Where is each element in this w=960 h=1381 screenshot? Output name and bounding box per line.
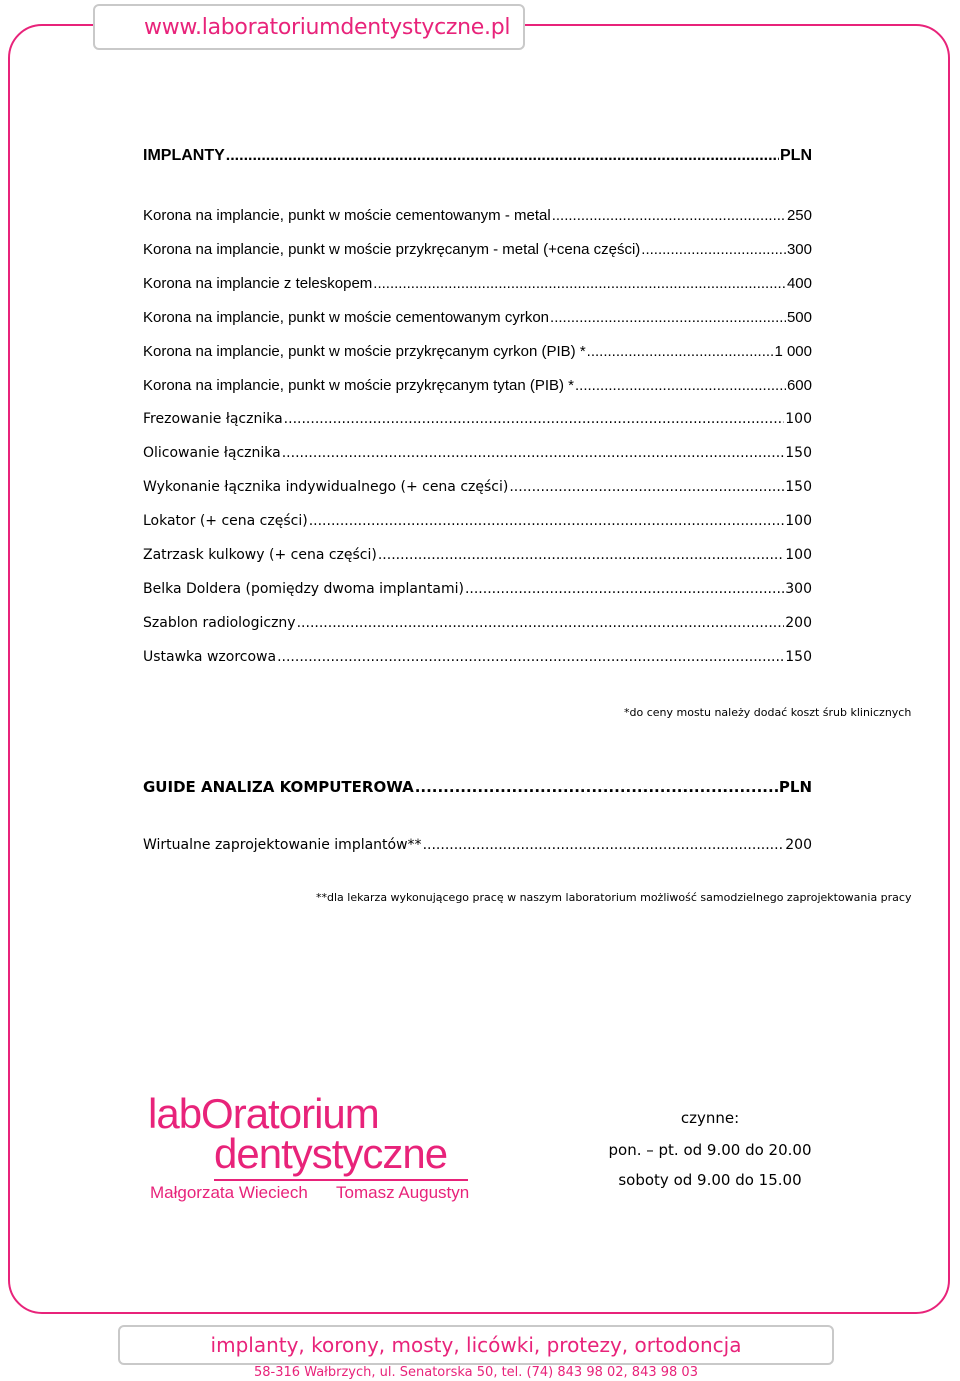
item-price: 200 [785, 615, 812, 631]
guide-footnote: **dla lekarza wykonującego pracę w naszym laboratorium możliwość samodzielnego zaprojektowania pracy [316, 891, 912, 904]
leader-dots [465, 581, 784, 597]
item-label: Korona na implancie, punkt w moście cementowanym - metal [143, 207, 551, 224]
leader-dots [373, 275, 786, 292]
item-price: 250 [786, 207, 812, 224]
item-label: Belka Doldera (pomiędzy dwoma implantami) [143, 581, 464, 597]
price-row [143, 615, 812, 631]
price-row [143, 581, 812, 597]
guide-heading [143, 778, 812, 796]
leader-dots [575, 377, 786, 394]
item-label: Szablon radiologiczny [143, 615, 296, 631]
item-label: Olicowanie łącznika [143, 445, 281, 461]
item-label: Wirtualne zaprojektowanie implantów** [143, 837, 422, 853]
price-row [143, 275, 812, 292]
item-price: 150 [785, 649, 812, 665]
implants-currency: PLN [780, 147, 812, 164]
price-row [143, 207, 812, 224]
price-row [143, 837, 812, 853]
hours-weekdays: pon. – pt. od 9.00 do 20.00 [608, 1141, 812, 1159]
item-label: Korona na implancie, punkt w moście przykręcanym - metal (+cena części) [143, 241, 641, 258]
item-label: Korona na implancie, punkt w moście cementowanym cyrkon [143, 309, 550, 326]
implants-footnote: *do ceny mostu należy dodać koszt śrub klinicznych [624, 706, 912, 719]
price-row [143, 377, 812, 394]
leader-dots [415, 778, 778, 796]
logo-owner-2: Tomasz Augustyn [336, 1183, 470, 1202]
item-price: 600 [786, 377, 812, 394]
leader-dots [509, 479, 784, 495]
implants-heading [143, 147, 812, 165]
item-label: Ustawka wzorcowa [143, 649, 277, 665]
item-label: Korona na implancie, punkt w moście przykręcanym tytan (PIB) * [143, 377, 575, 394]
item-price: 500 [786, 309, 812, 326]
footer-services: implanty, korony, mosty, licówki, protezy, ortodoncja [210, 1333, 742, 1357]
logo-owner-1: Małgorzata Wieciech [150, 1183, 308, 1202]
leader-dots [587, 343, 774, 360]
price-row [143, 241, 812, 258]
leader-dots [282, 445, 785, 461]
item-price: 1 000 [774, 343, 812, 360]
leader-dots [423, 837, 785, 853]
item-price: 400 [786, 275, 812, 292]
guide-title: GUIDE ANALIZA KOMPUTEROWA [143, 778, 414, 796]
item-price: 100 [785, 513, 812, 529]
leader-dots [297, 615, 785, 631]
item-label: Lokator (+ cena części) [143, 513, 308, 529]
leader-dots [550, 309, 786, 326]
price-row [143, 513, 812, 529]
item-price: 100 [785, 547, 812, 563]
item-label: Zatrzask kulkowy (+ cena części) [143, 547, 377, 563]
price-row [143, 547, 812, 563]
item-label: Korona na implancie, punkt w moście przykręcanym cyrkon (PIB) * [143, 343, 586, 360]
leader-dots [552, 207, 786, 224]
item-price: 150 [785, 479, 812, 495]
leader-dots [226, 147, 779, 165]
company-logo [148, 1090, 478, 1205]
logo-line2: dentystyczne [214, 1130, 448, 1177]
price-row [143, 649, 812, 665]
price-row [143, 309, 812, 326]
price-row [143, 445, 812, 461]
logo-line1: labOratorium [148, 1090, 379, 1137]
guide-currency: PLN [778, 778, 812, 796]
website-url[interactable]: www.laboratoriumdentystyczne.pl [144, 15, 511, 40]
leader-dots [284, 411, 785, 427]
hours-saturday: soboty od 9.00 do 15.00 [618, 1171, 802, 1189]
price-row [143, 343, 812, 360]
item-label: Wykonanie łącznika indywidualnego (+ cena części) [143, 479, 509, 495]
logo-divider [214, 1179, 468, 1181]
footer-address: 58-316 Wałbrzych, ul. Senatorska 50, tel. (74) 843 98 02, 843 98 03 [254, 1365, 698, 1380]
leader-dots [277, 649, 784, 665]
item-price: 200 [785, 837, 812, 853]
leader-dots [641, 241, 786, 258]
price-row [143, 411, 812, 427]
price-row [143, 479, 812, 495]
item-label: Korona na implancie z teleskopem [143, 275, 373, 292]
item-price: 150 [785, 445, 812, 461]
leader-dots [309, 513, 785, 529]
item-price: 100 [785, 411, 812, 427]
item-price: 300 [785, 581, 812, 597]
implants-title: IMPLANTY [143, 147, 225, 164]
item-price: 300 [786, 241, 812, 258]
hours-title: czynne: [680, 1109, 740, 1127]
item-label: Frezowanie łącznika [143, 411, 283, 427]
leader-dots [378, 547, 784, 563]
